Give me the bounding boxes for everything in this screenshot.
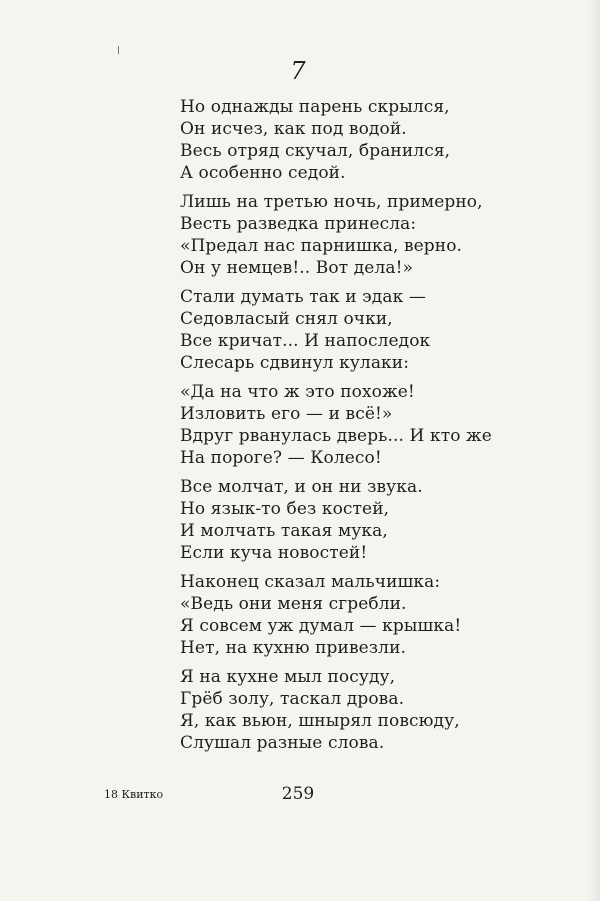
poem-line: Если куча новостей! bbox=[180, 543, 368, 563]
page-footer bbox=[0, 784, 600, 808]
page-edge-shadow bbox=[586, 0, 600, 901]
poem-line: На пороге? — Колесо! bbox=[180, 448, 382, 468]
stanza-4 bbox=[180, 381, 580, 476]
poem-line: Все молчат, и он ни звука. bbox=[180, 477, 423, 497]
poem-line: Лишь на третью ночь, примерно, bbox=[180, 192, 483, 212]
poem-line: Грёб золу, таскал дрова. bbox=[180, 689, 405, 709]
chapter-number: 7 bbox=[290, 57, 306, 85]
stanza-1 bbox=[180, 96, 580, 191]
poem-line: А особенно седой. bbox=[180, 163, 346, 183]
poem-line: Нет, на кухню привезли. bbox=[180, 638, 406, 658]
poem-line: Все кричат... И напоследок bbox=[180, 331, 431, 351]
stanza-3 bbox=[180, 286, 580, 381]
poem-line: Слесарь сдвинул кулаки: bbox=[180, 353, 410, 373]
poem-line: Он исчез, как под водой. bbox=[180, 119, 407, 139]
poem-line: Изловить его — и всё!» bbox=[180, 404, 393, 424]
poem-line: Наконец сказал мальчишка: bbox=[180, 572, 441, 592]
stanza-2 bbox=[180, 191, 580, 286]
margin-tick-mark bbox=[118, 46, 119, 54]
page-number: 259 bbox=[281, 784, 315, 804]
poem-line: Весть разведка принесла: bbox=[180, 214, 417, 234]
stanza-7 bbox=[180, 666, 580, 761]
poem-line: Я, как вьюн, шнырял повсюду, bbox=[180, 711, 460, 731]
poem-line: Стали думать так и эдак — bbox=[180, 287, 426, 307]
printer-signature-mark: 18 Квитко bbox=[104, 788, 164, 801]
poem-line: Я на кухне мыл посуду, bbox=[180, 667, 396, 687]
poem-line: И молчать такая мука, bbox=[180, 521, 388, 541]
poem-line: Весь отряд скучал, бранился, bbox=[180, 141, 451, 161]
poem-line: Он у немцев!.. Вот дела!» bbox=[180, 258, 414, 278]
stanza-5 bbox=[180, 476, 580, 571]
poem-line: Я совсем уж думал — крышка! bbox=[180, 616, 462, 636]
poem-line: Седовласый снял очки, bbox=[180, 309, 393, 329]
poem-line: Но язык-то без костей, bbox=[180, 499, 390, 519]
stanza-6 bbox=[180, 571, 580, 666]
poem-line: Слушал разные слова. bbox=[180, 733, 385, 753]
poem-line: Вдруг рванулась дверь... И кто же bbox=[180, 426, 492, 446]
poem-line: «Да на что ж это похоже! bbox=[180, 382, 415, 402]
poem-body bbox=[180, 96, 580, 761]
poem-line: Но однажды парень скрылся, bbox=[180, 97, 450, 117]
poem-line: «Предал нас парнишка, верно. bbox=[180, 236, 463, 256]
poem-line: «Ведь они меня сгребли. bbox=[180, 594, 407, 614]
